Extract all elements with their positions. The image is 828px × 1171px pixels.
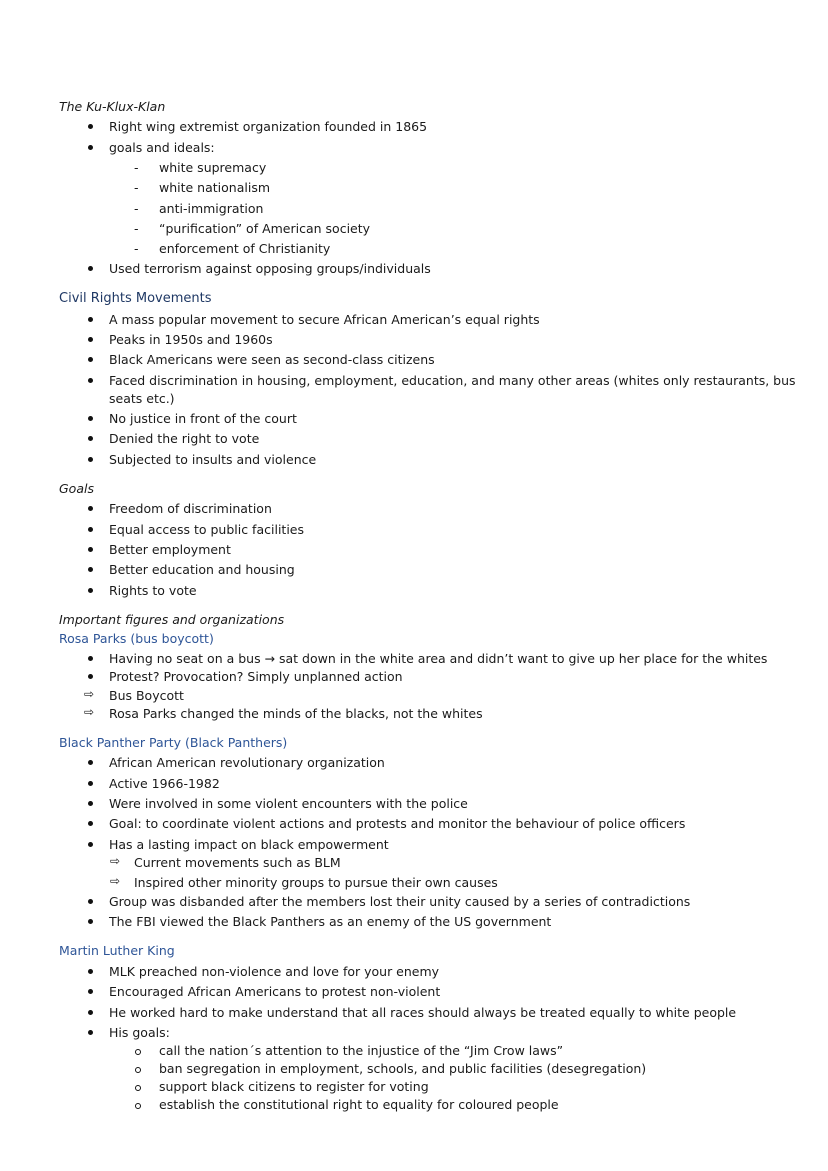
bullet [88, 378, 93, 383]
kkk-item: Used terrorism against opposing groups/individuals [109, 261, 431, 276]
bullet [88, 317, 93, 322]
dash-marker: - [134, 241, 139, 256]
bullet [88, 821, 93, 826]
circle-marker [135, 1085, 141, 1091]
bullet [88, 801, 93, 806]
panther-item: Active 1966-1982 [109, 776, 220, 791]
bullet [88, 457, 93, 462]
circle-marker [135, 1049, 141, 1055]
goals-heading: Goals [59, 481, 94, 496]
bullet [88, 145, 93, 150]
crm-item: Peaks in 1950s and 1960s [109, 332, 273, 347]
dash-marker: - [134, 201, 139, 216]
mlk-subitem: call the nation´s attention to the injustice of the “Jim Crow laws” [159, 1043, 564, 1058]
kkk-subitem: white nationalism [159, 180, 271, 195]
crm-item: A mass popular movement to secure African American’s equal rights [109, 312, 540, 327]
panther-item: African American revolutionary organization [109, 755, 385, 770]
rosa-item: Having no seat on a bus → sat down in the white area and didn’t want to give up her place for the whites [109, 651, 768, 666]
arrow-icon: ⇨ [84, 687, 95, 701]
circle-marker [135, 1103, 141, 1109]
bullet [88, 416, 93, 421]
bullet [88, 899, 93, 904]
goals-item: Freedom of discrimination [109, 501, 272, 516]
arrow-icon: ⇨ [84, 705, 95, 719]
crm-item-continuation: seats etc.) [109, 391, 175, 406]
crm-item: Subjected to insults and violence [109, 452, 317, 467]
panther-item: Goal: to coordinate violent actions and protests and monitor the behaviour of police officers [109, 816, 686, 831]
bullet [88, 674, 93, 679]
mlk-item: His goals: [109, 1025, 170, 1040]
rosa-item: Protest? Provocation? Simply unplanned action [109, 669, 403, 684]
kkk-subitem: anti-immigration [159, 201, 264, 216]
bullet [88, 436, 93, 441]
mlk-subitem: ban segregation in employment, schools, and public facilities (desegregation) [159, 1061, 647, 1076]
bullet [88, 547, 93, 552]
bullet [88, 588, 93, 593]
panther-heading: Black Panther Party (Black Panthers) [59, 735, 288, 750]
kkk-heading: The Ku-Klux-Klan [59, 99, 166, 114]
dash-marker: - [134, 180, 139, 195]
kkk-subitem: enforcement of Christianity [159, 241, 331, 256]
goals-item: Better employment [109, 542, 231, 557]
goals-item: Rights to vote [109, 583, 197, 598]
panther-item: Has a lasting impact on black empowerment [109, 837, 389, 852]
panther-arrow-item: Inspired other minority groups to pursue their own causes [134, 875, 498, 890]
figures-heading: Important figures and organizations [59, 612, 285, 627]
crm-item: Denied the right to vote [109, 431, 260, 446]
bullet [88, 969, 93, 974]
bullet [88, 527, 93, 532]
circle-marker [135, 1067, 141, 1073]
kkk-item: goals and ideals: [109, 140, 215, 155]
bullet [88, 124, 93, 129]
bullet [88, 989, 93, 994]
crm-item: No justice in front of the court [109, 411, 297, 426]
rosa-heading: Rosa Parks (bus boycott) [59, 631, 214, 646]
crm-item: Black Americans were seen as second-class citizens [109, 352, 435, 367]
bullet [88, 842, 93, 847]
arrow-icon: ⇨ [110, 874, 121, 888]
panther-item: Were involved in some violent encounters with the police [109, 796, 468, 811]
bullet [88, 781, 93, 786]
mlk-item: Encouraged African Americans to protest non-violent [109, 984, 441, 999]
kkk-subitem: white supremacy [159, 160, 267, 175]
mlk-item: MLK preached non-violence and love for your enemy [109, 964, 440, 979]
crm-item: Faced discrimination in housing, employment, education, and many other areas (whites only restaurants, bus [109, 373, 796, 388]
goals-item: Better education and housing [109, 562, 295, 577]
bullet [88, 656, 93, 661]
crm-heading: Civil Rights Movements [59, 291, 212, 306]
bullet [88, 1010, 93, 1015]
bullet [88, 1030, 93, 1035]
kkk-subitem: “purification” of American society [159, 221, 371, 236]
dash-marker: - [134, 221, 139, 236]
bullet [88, 506, 93, 511]
mlk-subitem: establish the constitutional right to equality for coloured people [159, 1097, 559, 1112]
arrow-icon: ⇨ [110, 854, 121, 868]
rosa-arrow-item: Rosa Parks changed the minds of the blacks, not the whites [109, 706, 483, 721]
bullet [88, 357, 93, 362]
mlk-subitem: support black citizens to register for voting [159, 1079, 429, 1094]
panther-item: Group was disbanded after the members lost their unity caused by a series of contradictions [109, 894, 691, 909]
dash-marker: - [134, 160, 139, 175]
kkk-item: Right wing extremist organization founded in 1865 [109, 119, 428, 134]
bullet [88, 919, 93, 924]
bullet [88, 760, 93, 765]
mlk-item: He worked hard to make understand that all races should always be treated equally to white people [109, 1005, 737, 1020]
panther-item: The FBI viewed the Black Panthers as an enemy of the US government [109, 914, 552, 929]
bullet [88, 266, 93, 271]
panther-arrow-item: Current movements such as BLM [134, 855, 341, 870]
rosa-arrow-item: Bus Boycott [109, 688, 184, 703]
bullet [88, 337, 93, 342]
goals-item: Equal access to public facilities [109, 522, 304, 537]
mlk-heading: Martin Luther King [59, 943, 175, 958]
bullet [88, 567, 93, 572]
